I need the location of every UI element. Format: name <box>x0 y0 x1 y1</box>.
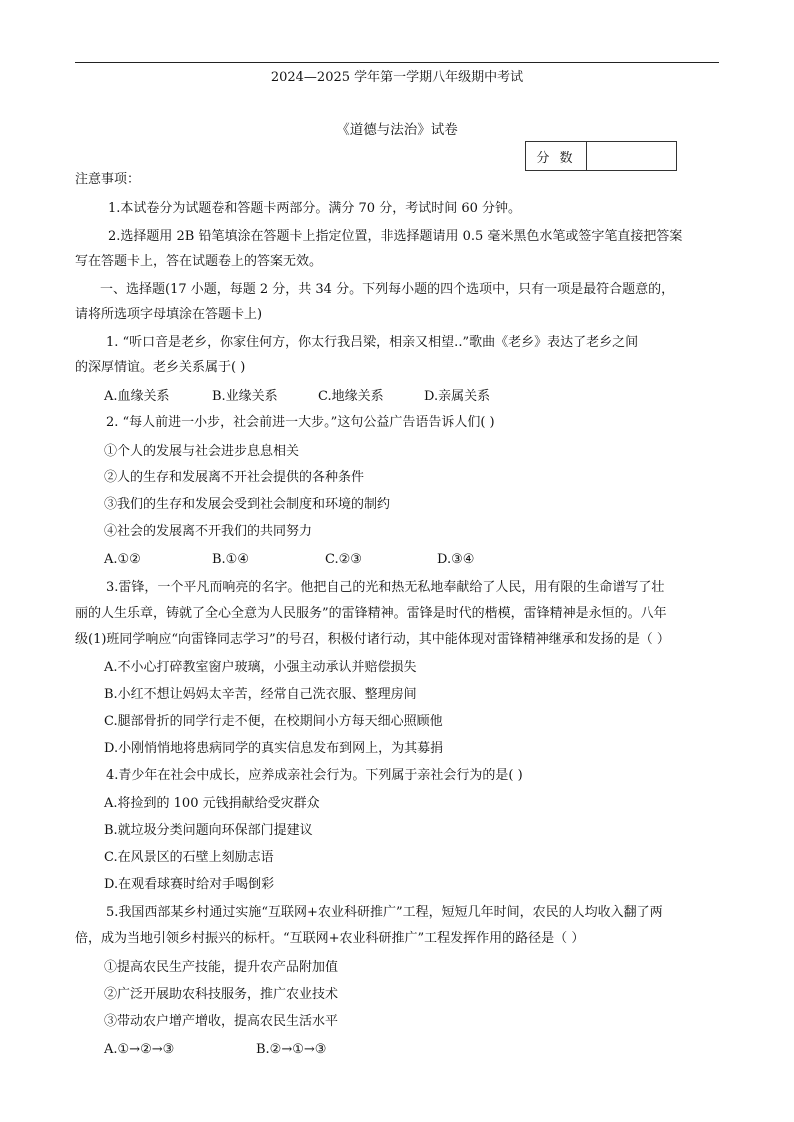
q3-stem-line-1: 3.雷锋，一个平凡而响亮的名字。他把自己的光和热无私地奉献给了人民，用有限的生命谱写了壮 <box>106 580 665 595</box>
q2-option-d: D.③④ <box>437 552 475 567</box>
q4-stem: 4.青少年在社会中成长，应养成亲社会行为。下列属于亲社会行为的是( ) <box>106 768 523 783</box>
q5-stem-line-1: 5.我国西部某乡村通过实施“互联网+农业科研推广”工程，短短几年时间，农民的人均收入翻了两 <box>106 905 663 920</box>
q2-statement-1: ①个人的发展与社会进步息息相关 <box>104 444 300 459</box>
score-label: 分 数 <box>526 142 587 170</box>
q1-option-c: C.地缘关系 <box>318 389 384 404</box>
exam-title: 2024—2025 学年第一学期八年级期中考试 <box>270 70 524 85</box>
subject-title: 《道德与法治》试卷 <box>336 122 458 138</box>
score-value-cell <box>587 142 676 170</box>
q2-statement-3: ③我们的生存和发展会受到社会制度和环境的制约 <box>104 497 391 512</box>
q4-option-b: B.就垃圾分类问题向环保部门提建议 <box>104 823 313 838</box>
q4-option-d: D.在观看球赛时给对手喝倒彩 <box>104 877 275 892</box>
q3-option-d: D.小刚悄悄地将患病同学的真实信息发布到网上，为其募捐 <box>104 741 444 756</box>
notice-item-1: 1.本试卷分为试题卷和答题卡两部分。满分 70 分，考试时间 60 分钟。 <box>108 201 522 216</box>
score-box <box>525 141 677 171</box>
section-1-instruction-line-2: 请将所选项字母填涂在答题卡上) <box>75 307 263 322</box>
q1-stem-line-1: 1. “听口音是老乡，你家住何方，你太行我吕梁，相亲又相望..”歌曲《老乡》表达了老乡之间 <box>106 335 639 350</box>
q5-statement-1: ①提高农民生产技能，提升农产品附加值 <box>104 960 339 975</box>
q1-option-a: A.血缘关系 <box>104 389 170 404</box>
q5-options <box>0 1042 794 1058</box>
q5-option-b: B.②→①→③ <box>256 1042 327 1057</box>
q2-stem: 2. “每人前进一小步，社会前进一大步。”这句公益广告语告诉人们( ) <box>106 415 495 430</box>
q2-option-b: B.①④ <box>212 552 249 567</box>
q5-stem-line-2: 倍，成为当地引领乡村振兴的标杆。“互联网+农业科研推广”工程发挥作用的路径是（ ） <box>75 931 585 946</box>
q5-statement-2: ②广泛开展助农科技服务，推广农业技术 <box>104 987 339 1002</box>
q1-options <box>0 389 794 405</box>
q5-option-a: A.①→②→③ <box>104 1042 175 1057</box>
notice-item-2-line-2: 写在答题卡上，答在试题卷上的答案无效。 <box>75 254 323 269</box>
q3-stem-line-3: 级(1)班同学响应“向雷锋同志学习”的号召，积极付诸行动，其中能体现对雷锋精神继承和发扬的是（ ） <box>75 632 670 647</box>
q3-option-a: A.不小心打碎教室窗户玻璃，小强主动承认并赔偿损失 <box>104 660 417 675</box>
q3-stem-line-2: 丽的人生乐章，铸就了全心全意为人民服务”的雷锋精神。雷锋是时代的楷模，雷锋精神是永恒的。八年 <box>75 606 667 621</box>
q2-statement-2: ②人的生存和发展离不开社会提供的各种条件 <box>104 470 365 485</box>
q4-option-c: C.在风景区的石壁上刻励志语 <box>104 850 274 865</box>
section-1-instruction-line-1: 一、选择题(17 小题，每题 2 分，共 34 分。下列每小题的四个选项中，只有一项是最符合题意的， <box>100 282 675 297</box>
q5-statement-3: ③带动农户增产增收，提高农民生活水平 <box>104 1014 339 1029</box>
q1-stem-line-2: 的深厚情谊。老乡关系属于( ) <box>75 360 246 375</box>
q2-options <box>0 552 794 568</box>
q2-option-c: C.②③ <box>325 552 362 567</box>
q3-option-b: B.小红不想让妈妈太辛苦，经常自己洗衣服、整理房间 <box>104 687 417 702</box>
notice-heading: 注意事项： <box>75 172 141 187</box>
header-rule <box>75 62 719 63</box>
notice-item-2-line-1: 2.选择题用 2B 铅笔填涂在答题卡上指定位置，非选择题请用 0.5 毫米黑色水笔或签字笔直接把答案 <box>108 229 683 244</box>
q2-statement-4: ④社会的发展离不开我们的共同努力 <box>104 524 313 539</box>
q2-option-a: A.①② <box>104 552 141 567</box>
q4-option-a: A.将捡到的 100 元钱捐献给受灾群众 <box>104 796 320 811</box>
q3-option-c: C.腿部骨折的同学行走不便，在校期间小方每天细心照顾他 <box>104 714 443 729</box>
q1-option-d: D.亲属关系 <box>424 389 491 404</box>
q1-option-b: B.业缘关系 <box>212 389 278 404</box>
